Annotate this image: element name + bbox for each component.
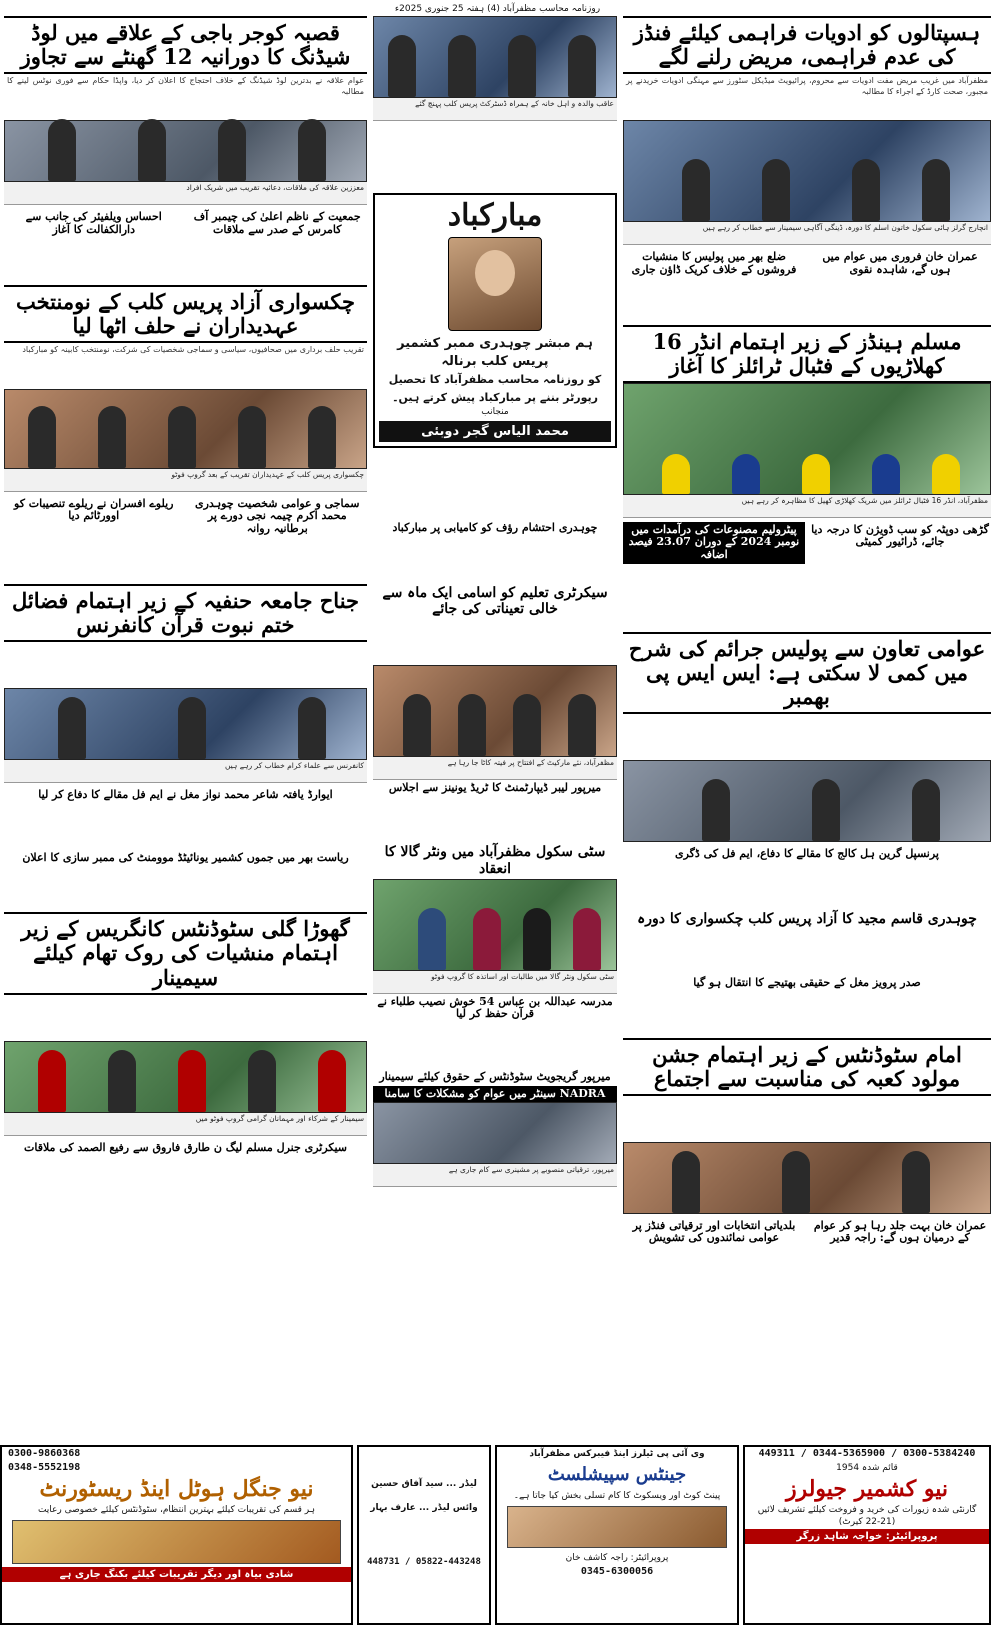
ad-jewellers bbox=[743, 1445, 991, 1625]
caption-dua: معززین علاقہ کی ملاقات، دعائیہ تقریب میں شریک افراد bbox=[4, 182, 367, 205]
headline-quran-conference: جناح جامعہ حنفیہ کے زیر اہتمام فضائل ختم نبوت قرآن کانفرنس bbox=[4, 584, 367, 642]
headline-condolence: صدر پرویز مغل کے حقیقی بھتیجے کا انتقال ہو گیا bbox=[693, 975, 921, 989]
ad-hotel-bar: شادی بیاہ اور دیگر تقریبات کیلئے بکنگ جاری ہے bbox=[2, 1567, 351, 1582]
headline-graduate-seminar: میرپور گریجویٹ سٹوڈنٹس کے حقوق کیلئے سیمینار bbox=[379, 1069, 611, 1083]
headline-nadra: NADRA سینٹر میں عوام کو مشکلات کا سامنا bbox=[373, 1086, 617, 1103]
greeting-title: مبارکباد bbox=[447, 198, 543, 233]
ad-tailors-sub: جینٹس سپیشلسٹ bbox=[547, 1464, 687, 1485]
headline-imamia-students: امام سٹوڈنٹس کے زیر اہتمام جشن مولود کعبہ کی مناسبت سے اجتماع bbox=[623, 1038, 991, 1096]
headline-united-movement: ریاست بھر میں جموں کشمیر یونائیٹڈ موومنٹ کی ممبر سازی کا اعلان bbox=[22, 850, 349, 864]
photo-football bbox=[623, 383, 991, 495]
ads-strip bbox=[4, 1445, 991, 1623]
headline-ssp-bhimber: عوامی تعاون سے پولیس جرائم کی شرح میں کمی لا سکتی ہے: ایس ایس پی بھمبر bbox=[623, 632, 991, 714]
caption-seminar: سیمینار کے شرکاء اور مہمانان گرامی گروپ فوٹو میں bbox=[4, 1113, 367, 1136]
ad-leaders-phone: 05822-443248 / 448731 bbox=[367, 1557, 481, 1567]
headline-akram-cheema: سماجی و عوامی شخصیت چوہدری محمد اکرم چیمہ نجی دورے پر برطانیہ روانہ bbox=[195, 496, 360, 536]
photo-press-club bbox=[373, 16, 617, 98]
headline-loadshedding: قصبہ کوجر باجی کے علاقے میں لوڈ شیڈنگ کا دورانیہ 12 گھنٹے سے تجاوز bbox=[4, 16, 367, 74]
caption-winter-gala: سٹی سکول ونٹر گالا میں طالبات اور اساتذہ کا گروپ فوٹو bbox=[373, 971, 617, 994]
ad-leaders-line1: لیڈر ... سید آفاق حسین bbox=[371, 1479, 477, 1489]
caption-press-club: عاقب والدہ و اہل خانہ کے ہمراہ ڈسٹرکٹ پریس کلب پہنچ گئے bbox=[373, 98, 617, 121]
ad-jewellers-phone: 0300-5384240 / 0344-5365900 / 449311 bbox=[758, 1448, 976, 1459]
ad-jewellers-est: قائم شدہ 1954 bbox=[836, 1463, 898, 1473]
greeting-portrait bbox=[448, 237, 542, 331]
caption-school-visit: انچارج گرلز ہائی سکول خاتون اسلم کا دورہ، ڈینگی آگاہی سیمینار سے خطاب کر رہے ہیں bbox=[623, 222, 991, 245]
ad-tailors-owner: پروپرائیٹر: راجہ کاشف خان bbox=[565, 1553, 669, 1563]
headline-ehsaas: احساس ویلفیئر کی جانب سے دارالکفالت کا آغاز bbox=[25, 210, 162, 236]
headline-chakswari-oath: چکسواری آزاد پریس کلب کے نومنتخب عہدیداران نے حلف اٹھا لیا bbox=[4, 285, 367, 343]
ad-leaders-line2: وائس لیڈر ... عارف بہار bbox=[370, 1503, 478, 1513]
photo-conference bbox=[4, 688, 367, 760]
caption-conference: کانفرنس سے علماء کرام خطاب کر رہے ہیں bbox=[4, 760, 367, 783]
column-middle bbox=[373, 16, 617, 1187]
headline-ehtisham: چوہدری احتشام رؤف کو کامیابی پر مبارکباد bbox=[392, 521, 598, 534]
headline-education-secretary: سیکرٹری تعلیم کو اسامی ایک ماہ سے خالی تعیناتی کی جائے bbox=[382, 584, 608, 617]
headline-winter-gala: سٹی سکول مظفرآباد میں ونٹر گالا کا انعقاد bbox=[384, 844, 606, 877]
story-chakswari: تقریب حلف برداری میں صحافیوں، سیاسی و سماجی شخصیات کی شرکت، نومنتخب کابینہ کو مبارکباد bbox=[22, 344, 364, 354]
greeting-from: منجانب bbox=[481, 407, 509, 417]
ad-hotel-phone2: 0348-5552198 bbox=[8, 1462, 81, 1473]
headline-police-crackdown: ضلع بھر میں پولیس کا منشیات فروشوں کے خلاف کریک ڈاؤن جاری bbox=[631, 250, 797, 276]
greeting-sponsor: محمد الیاس گجر دوبئی bbox=[379, 421, 611, 442]
photo-seminar bbox=[4, 1041, 367, 1113]
photo-imamia bbox=[623, 1142, 991, 1214]
ad-jewellers-text: گارنٹی شدہ زیورات کی خرید و فروخت کیلئے تشریف لائیں (21-22 کیرٹ) bbox=[757, 1505, 977, 1527]
ad-leaders bbox=[357, 1445, 491, 1625]
headline-tariq-farooq: سیکرٹری جنرل مسلم لیگ ن طارق فاروق سے رفیع الصمد کی ملاقات bbox=[23, 1140, 348, 1154]
greeting-name: ہم مبشر چوہدری ممبر کشمیر پریس کلب برنالہ bbox=[397, 336, 593, 369]
headline-garhi-dupatta: گڑھی دوپٹہ کو سب ڈویژن کا درجہ دیا جائے، ڈرائیور کمیٹی bbox=[811, 522, 989, 549]
ad-jewellers-owner: پروپرائیٹر: خواجہ شاہد زرگر bbox=[745, 1529, 989, 1544]
ad-hotel-phone1: 0300-9860368 bbox=[8, 1448, 81, 1459]
masthead-line: روزنامہ محاسب مظفرآباد (4) ہفتہ 25 جنوری 2025ء bbox=[394, 4, 601, 14]
headline-nawaz-mughal: ایوارڈ یافتہ شاعر محمد نواز مغل نے ایم فل مقالے کا دفاع کر لیا bbox=[38, 788, 333, 802]
headline-qasim-majeed: چوہدری قاسم مجید کا آزاد پریس کلب چکسواری کا دورہ bbox=[637, 910, 977, 927]
ad-tailors-text: پینٹ کوٹ اور ویسکوٹ کا کام تسلی بخش کیا جاتا ہے۔ bbox=[513, 1491, 721, 1501]
headline-imran-khan: عمران خان فروری میں عوام میں ہوں گے، شاہدہ نقوی bbox=[822, 250, 978, 276]
photo-school-visit bbox=[623, 120, 991, 222]
headline-hospital-funds: ہسپتالوں کو ادویات فراہمی کیلئے فنڈز کی عدم فراہمی، مریض رلنے لگے bbox=[623, 16, 991, 74]
caption-chakswari: چکسواری پریس کلب کے عہدیداران تقریب کے بعد گروپ فوٹو bbox=[4, 469, 367, 492]
headline-jamiat: جمعیت کے ناظم اعلیٰ کی چیمبر آف کامرس کے صدر سے ملاقات bbox=[193, 210, 361, 236]
column-right bbox=[623, 16, 991, 1293]
ad-tailors-photo bbox=[507, 1506, 727, 1548]
photo-dua bbox=[4, 120, 367, 182]
greeting-box bbox=[373, 193, 617, 448]
headline-football-trials: مسلم ہینڈز کے زیر اہتمام انڈر 16 کھلاڑیوں کے فٹبال ٹرائلز کا آغاز bbox=[623, 325, 991, 383]
headline-principal-mphil: پرنسپل گرین ہل کالج کا مقالے کا دفاع، ایم فل کی ڈگری bbox=[675, 847, 939, 861]
ad-hotel-text: ہر قسم کی تقریبات کیلئے بہترین انتظام، سٹوڈنٹس کیلئے خصوصی رعایت bbox=[37, 1505, 316, 1515]
caption-ribbon: مظفرآباد، نئے مارکیٹ کے افتتاح پر فیتہ کاٹا جا رہا ہے bbox=[373, 757, 617, 780]
ad-tailors-title: وی آئی پی ٹیلرز اینڈ فیبرکس مظفرآباد bbox=[529, 1449, 705, 1459]
headline-madrasa-huffaz: مدرسہ عبداللہ بن عباس 54 خوش نصیب طلباء نے قرآن حفظ کر لیا bbox=[377, 994, 613, 1021]
caption-construction: میرپور، ترقیاتی منصوبے پر مشینری سے کام جاری ہے bbox=[373, 1164, 617, 1187]
ad-hotel-title: نیو جنگل ہوٹل اینڈ ریسٹورنٹ bbox=[39, 1476, 314, 1502]
ad-hotel-photo bbox=[12, 1520, 341, 1564]
photo-winter-gala bbox=[373, 879, 617, 971]
photo-chakswari bbox=[4, 389, 367, 469]
column-left bbox=[4, 16, 367, 1156]
story-hospital: مظفرآباد میں غریب مریض مفت ادویات سے محروم، پرائیویٹ میڈیکل سٹورز سے مہنگی ادویات خریدنے پر مجبور، صحت کارڈ کے اجراء کا مطالبہ bbox=[626, 76, 988, 97]
photo-ssp bbox=[623, 760, 991, 842]
ad-tailors-phone: 0345-6300056 bbox=[580, 1566, 654, 1577]
photo-ribbon-cutting bbox=[373, 665, 617, 757]
ad-hotel bbox=[0, 1445, 353, 1625]
headline-local-bodies: بلدیاتی انتخابات اور ترقیاتی فنڈز پر عوامی نمائندوں کی تشویش bbox=[632, 1218, 796, 1245]
photo-construction bbox=[373, 1102, 617, 1164]
headline-labour-dept: میرپور لیبر ڈیپارٹمنٹ کا ٹریڈ یونینز سے اجلاس bbox=[388, 780, 602, 794]
caption-football: مظفرآباد، انڈر 16 فٹبال ٹرائلز میں شریک کھلاڑی کھیل کا مظاہرہ کر رہے ہیں bbox=[623, 495, 991, 518]
headline-raja-qadeer: عمران خان بہت جلد رہا ہو کر عوام کے درمیان ہوں گے: راجہ قدیر bbox=[813, 1218, 987, 1245]
headline-drugs-seminar: گھوڑا گلی سٹوڈنٹس کانگریس کے زیر اہتمام منشیات کی روک تھام کیلئے سیمینار bbox=[4, 912, 367, 994]
headline-petroleum-imports: پیٹرولیم مصنوعات کی درآمدات میں نومبر 2024 کے دوران 23.07 فیصد اضافہ bbox=[623, 522, 805, 564]
headline-railway: ریلوے افسران نے ریلوے تنصیبات کو اوورٹائم دیا bbox=[14, 496, 174, 523]
ad-jewellers-title: نیو کشمیر جیولرز bbox=[785, 1476, 949, 1502]
ad-tailors bbox=[495, 1445, 739, 1625]
story-loadshedding: عوام علاقہ نے بدترین لوڈ شیڈنگ کے خلاف احتجاج کا اعلان کر دیا، واپڈا حکام سے فوری نوٹس لینے کا مطالبہ bbox=[7, 76, 364, 97]
greeting-text: کو روزنامہ محاسب مظفرآباد کا تحصیل رپورٹر بننے پر مبارکباد پیش کرتے ہیں۔ bbox=[388, 373, 602, 404]
